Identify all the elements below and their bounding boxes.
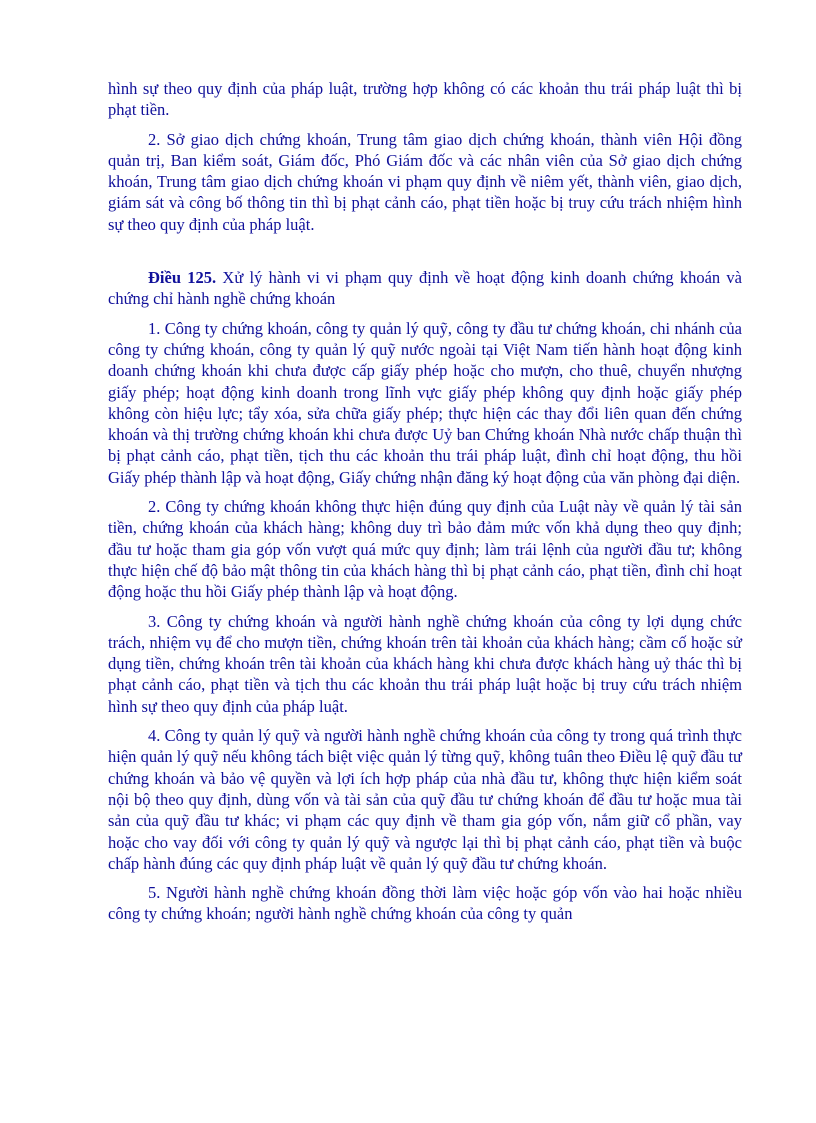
article-clause-1: 1. Công ty chứng khoán, công ty quản lý quỹ, công ty đầu tư chứng khoán, chi nhánh của công ty chứng khoán, công ty quản lý quỹ nước ngoài tại Việt Nam tiến hành hoạt động kinh doanh chứng khoán khi chưa được cấp giấy phép hoặc cho mượn, cho thuê, chuyển nhượng giấy phép; hoạt động kinh doanh trong lĩnh vực giấy phép không quy định hoặc giấy phép không còn hiệu lực; tẩy xóa, sửa chữa giấy phép; thực hiện các thay đổi liên quan đến chứng khoán và thị trường chứng khoán khi chưa được Uỷ ban Chứng khoán Nhà nước chấp thuận thì bị phạt cảnh cáo, phạt tiền, tịch thu các khoản thu trái pháp luật, đình chỉ hoạt động, thu hồi Giấy phép thành lập và hoạt động, Giấy chứng nhận đăng ký hoạt động của văn phòng đại diện. xyxy=(108,318,742,487)
paragraph-continuation: hình sự theo quy định của pháp luật, trường hợp không có các khoản thu trái pháp luật thì bị phạt tiền. xyxy=(108,79,742,120)
article-number: Điều 125. xyxy=(148,268,217,288)
article-clause-3: 3. Công ty chứng khoán và người hành nghề chứng khoán của công ty lợi dụng chức trách, nhiệm vụ để cho mượn tiền, chứng khoán trên tài khoản của khách hàng; cầm cố hoặc sử dụng tiền, chứng khoán trên tài khoản của khách hàng khi chưa được khách hàng uỷ thác thì bị phạt cảnh cáo, phạt tiền và tịch thu các khoản thu trái pháp luật hoặc bị truy cứu trách nhiệm hình sự theo quy định của pháp luật. xyxy=(108,611,742,716)
paragraph-clause-2-previous-article: 2. Sở giao dịch chứng khoán, Trung tâm giao dịch chứng khoán, thành viên Hội đồng quản trị, Ban kiểm soát, Giám đốc, Phó Giám đốc và các nhân viên của Sở giao dịch chứng khoán, Trung tâm giao dịch chứng khoán vi phạm quy định về niêm yết, thành viên, giao dịch, giám sát và công bố thông tin thì bị phạt cảnh cáo, phạt tiền hoặc bị truy cứu trách nhiệm hình sự theo quy định của pháp luật. xyxy=(108,129,742,234)
article-title-text: Xử lý hành vi vi phạm quy định về hoạt động kinh doanh chứng khoán và chứng chỉ hành nghề chứng khoán xyxy=(108,268,743,309)
article-heading xyxy=(108,267,742,310)
article-clause-2: 2. Công ty chứng khoán không thực hiện đúng quy định của Luật này về quản lý tài sản tiền, chứng khoán của khách hàng; không duy trì bảo đảm mức vốn khả dụng theo quy định; đầu tư hoặc tham gia góp vốn vượt quá mức quy định; làm trái lệnh của người đầu tư; không thực hiện chế độ bảo mật thông tin của khách hàng thì bị phạt cảnh cáo, phạt tiền, đình chỉ hoạt động hoặc thu hồi Giấy phép thành lập và hoạt động. xyxy=(108,497,742,602)
article-clause-5: 5. Người hành nghề chứng khoán đồng thời làm việc hoặc góp vốn vào hai hoặc nhiều công ty chứng khoán; người hành nghề chứng khoán của công ty quản xyxy=(108,883,742,924)
document-page xyxy=(108,78,742,933)
section-gap xyxy=(108,243,742,267)
article-clause-4: 4. Công ty quản lý quỹ và người hành nghề chứng khoán của công ty trong quá trình thực hiện quản lý quỹ nếu không tách biệt việc quản lý từng quỹ, không tuân theo Điều lệ quỹ đầu tư chứng khoán và bảo vệ quyền và lợi ích hợp pháp của nhà đầu tư, không thực hiện kiểm soát nội bộ theo quy định, dùng vốn và tài sản của quỹ đầu tư chứng khoán để đầu tư hoặc mua tài sản của quỹ đầu tư khác; vi phạm các quy định về tham gia góp vốn, nắm giữ cổ phần, vay hoặc cho vay đối với công ty quản lý quỹ và ngược lại thì bị phạt cảnh cáo, phạt tiền và buộc chấp hành đúng các quy định pháp luật về quản lý quỹ đầu tư chứng khoán. xyxy=(108,726,742,873)
